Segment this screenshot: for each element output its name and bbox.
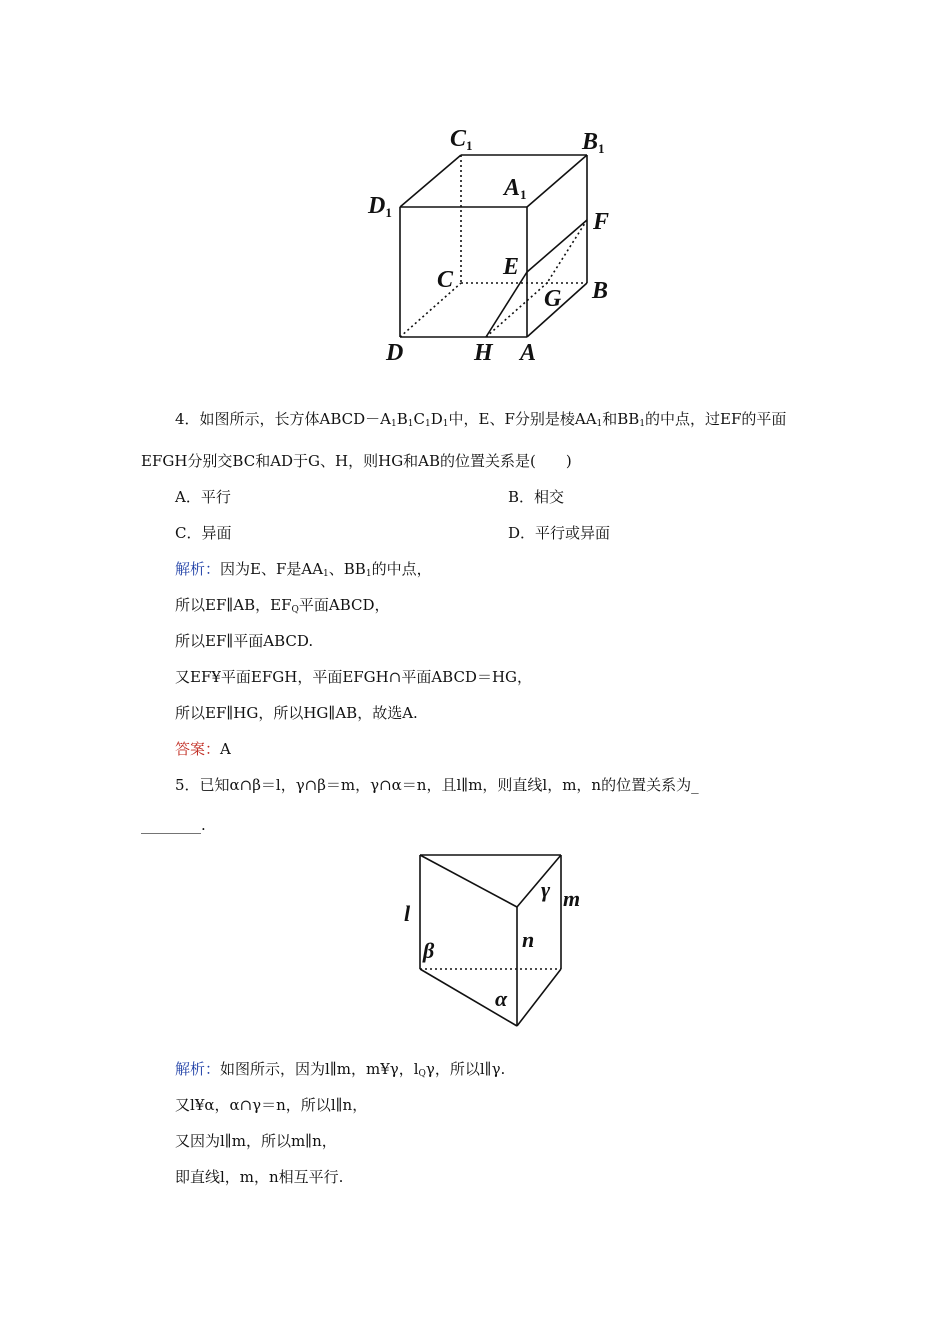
analysis-label: 解析： [175, 560, 221, 578]
hidden-segment-FG [547, 220, 587, 283]
label-H: H [474, 340, 493, 366]
label-alpha: α [495, 986, 508, 1011]
label-m: m [563, 886, 581, 911]
subset-symbol: ¥ [380, 1060, 390, 1078]
edge-A1B1 [527, 155, 587, 207]
q4-option-c: C．异面 [175, 524, 232, 542]
q4-line-2: EFGH分别交BC和AD于G、H，则HG和AB的位置关系是( ) [141, 452, 572, 470]
edge-top-right [517, 855, 561, 907]
label-B1: B1 [582, 129, 605, 156]
prism-diagram [395, 848, 595, 1033]
label-gamma: γ [541, 877, 551, 902]
q4-line-1: 4．如图所示，长方体ABCD－A1B1C1D1中，E、F分别是棱AA1和BB1的中点，过EF的平面 [175, 410, 787, 429]
q4-analysis-line-5: 所以EF∥HG，所以HG∥AB，故选A. [175, 704, 418, 722]
answer-label: 答案： [175, 740, 221, 758]
q5-analysis-line-1: 解析：如图所示，因为l∥m，m¥γ，lQγ，所以l∥γ. [175, 1060, 506, 1079]
segment-EF [527, 220, 587, 272]
q4-analysis-line-2: 所以EF∥AB，EFQ平面ABCD， [175, 596, 390, 615]
q4-option-d: D．平行或异面 [508, 524, 611, 542]
q4-option-a: A．平行 [175, 488, 231, 506]
label-l: l [404, 901, 411, 926]
label-B: B [592, 278, 609, 304]
analysis-label: 解析： [175, 1060, 221, 1078]
label-n: n [522, 927, 535, 952]
hidden-segment-HG [486, 283, 547, 337]
subset-symbol: Q [418, 1069, 426, 1079]
label-F: F [593, 209, 610, 235]
q4-analysis-line-1: 解析：因为E、F是AA1、BB1的中点， [175, 560, 432, 579]
q4-analysis-line-4: 又EF¥平面EFGH，平面EFGH∩平面ABCD＝HG， [175, 668, 533, 686]
subset-symbol: ¥ [211, 668, 221, 686]
figure-cuboid [360, 115, 620, 370]
edge-bottom-right [517, 969, 561, 1026]
q4-option-b: B．相交 [508, 488, 565, 506]
figure-prism [395, 848, 595, 1033]
edge-D1C1 [400, 155, 461, 207]
q4-analysis-line-3: 所以EF∥平面ABCD. [175, 632, 314, 650]
q5-line-2: ________. [141, 816, 206, 834]
edge-top-left [420, 855, 517, 907]
label-C1: C1 [450, 126, 473, 153]
q5-analysis-line-2: 又l¥α，α∩γ＝n，所以l∥n， [175, 1096, 368, 1114]
label-D: D [386, 340, 404, 366]
q5-analysis-line-3: 又因为l∥m，所以m∥n， [175, 1132, 337, 1150]
segment-EH [486, 272, 527, 337]
q4-answer: 答案：A [175, 740, 231, 758]
label-A1: A1 [504, 175, 527, 202]
label-A: A [520, 340, 537, 366]
label-C: C [437, 267, 454, 293]
cuboid-diagram [360, 115, 620, 370]
q5-analysis-line-4: 即直线l，m，n相互平行. [175, 1168, 344, 1186]
label-beta: β [423, 938, 435, 963]
label-E: E [503, 254, 520, 280]
q5-line-1: 5．已知α∩β＝l，γ∩β＝m，γ∩α＝n，且l∥m，则直线l，m，n的位置关系为_ [175, 776, 699, 794]
label-G: G [544, 286, 562, 312]
label-D1: D1 [368, 193, 392, 220]
subset-symbol: ¥ [194, 1096, 205, 1114]
subset-symbol: Q [291, 605, 299, 615]
